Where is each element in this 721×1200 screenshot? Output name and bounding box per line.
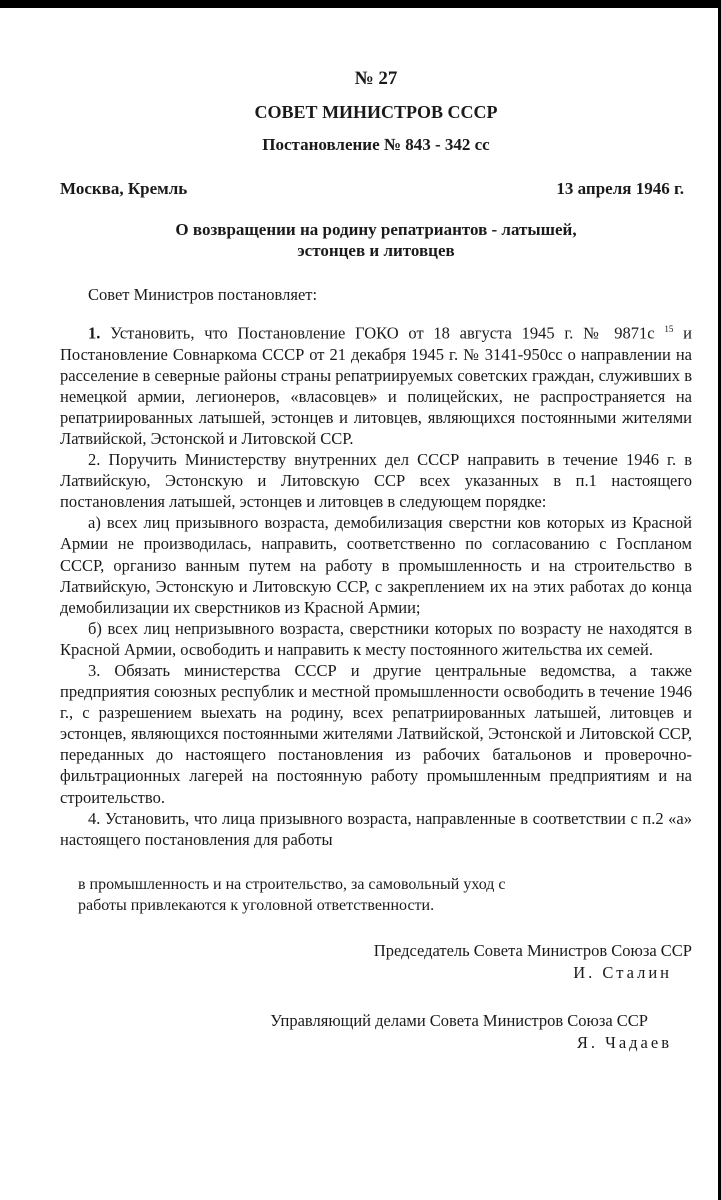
- signature-2-position: Управляющий делами Совета Министров Союза ССР: [270, 1010, 648, 1030]
- document-page: [60, 60, 692, 1054]
- title-line-2: эстонцев и литовцев: [297, 241, 455, 260]
- signature-1-position: Председатель Совета Министров Союза ССР: [373, 940, 692, 960]
- intro-text: Совет Министров постановляет:: [88, 285, 318, 304]
- paragraph-4: 4. Установить, что лица призывного возраста, направленные в соответствии с п.2 «а» настоящего постановления для работы: [60, 808, 692, 849]
- paragraph-1-text-a: Установить, что Постановление ГОКО от 18 августа 1945 г. № 9871с: [100, 323, 665, 343]
- paragraph-1-text-b: и Постановление Совнаркома СССР от 21 декабря 1945 г. № 3141-950сс о направлении на расселение в северные районы страны репатриируемых советских граждан, служивших в немецкой армии, легионеров, «власовцев» и полицейских, не распространяется на репатриированных латышей, эстонцев и литовцев, являющихся постоянными жителями Латвийской, Эстонской и Литовской ССР.: [60, 323, 692, 448]
- title-line-1: О возвращении на родину репатриантов - латышей,: [175, 220, 577, 239]
- continuation-text: [60, 874, 692, 916]
- signature-block-chairman: [60, 940, 692, 984]
- document-body: [60, 319, 692, 850]
- resolution-number: Постановление № 843 - 342 сс: [262, 135, 490, 154]
- date: 13 апреля 1946 г.: [556, 179, 684, 198]
- footnote-mark: 15: [664, 324, 674, 334]
- paragraph-3: 3. Обязать министерства СССР и другие центральные ведомства, а также предприятия союзных республик и местной промышленности освободить в течение 1946 г., с разрешением выехать на родину, всех репатриированных латышей, литовцев и эстонцев, являющихся постоянными жителями Латвийской, Эстонской и Литовской ССР, переданных до настоящего постановления из рабочих батальонов и проверочно-фильтрационных лагерей на постоянную работу промышленным предприятиям и на строительство.: [60, 661, 692, 807]
- paragraph-1: [60, 319, 692, 449]
- signature-1-name: И. Сталин: [573, 962, 672, 982]
- signature-2-name: Я. Чадаев: [576, 1032, 672, 1052]
- organization-title: СОВЕТ МИНИСТРОВ СССР: [254, 102, 498, 122]
- paragraph-2b: б) всех лиц непризывного возраста, сверстники которых по возрасту не находятся в Красной Армии, освободить и направить к месту постоянного жительства их семей.: [60, 618, 692, 659]
- top-frame-bar: [0, 0, 721, 8]
- paragraph-2: 2. Поручить Министерству внутренних дел СССР направить в течение 1946 г. в Латвийскую, Эстонскую и Литовскую ССР всех указанных в п.1 настоящего постановления латышей, эстонцев и литовцев в следующем порядке:: [60, 450, 692, 512]
- document-title: [60, 219, 692, 261]
- paragraph-1-number: 1.: [88, 323, 101, 343]
- place: Москва, Кремль: [60, 179, 188, 198]
- continuation-line-2: работы привлекаются к уголовной ответственности.: [78, 896, 435, 914]
- doc-number: № 27: [354, 68, 398, 89]
- paragraph-2a: а) всех лиц призывного возраста, демобилизация сверстни ков которых из Красной Армии не производилась, направить, соответственно по согласованию с Госпланом СССР, организо ванным путем на работу в промышленность и на строительство в Латвийскую, Эстонскую и Литовскую ССР, с закреплением их на этих работах до конца демобилизации их сверстников из Красной Армии;: [60, 513, 692, 617]
- continuation-line-1: в промышленность и на строительство, за самовольный уход с: [78, 875, 506, 893]
- signature-block-manager: [60, 1010, 692, 1054]
- place-date-line: [60, 179, 692, 199]
